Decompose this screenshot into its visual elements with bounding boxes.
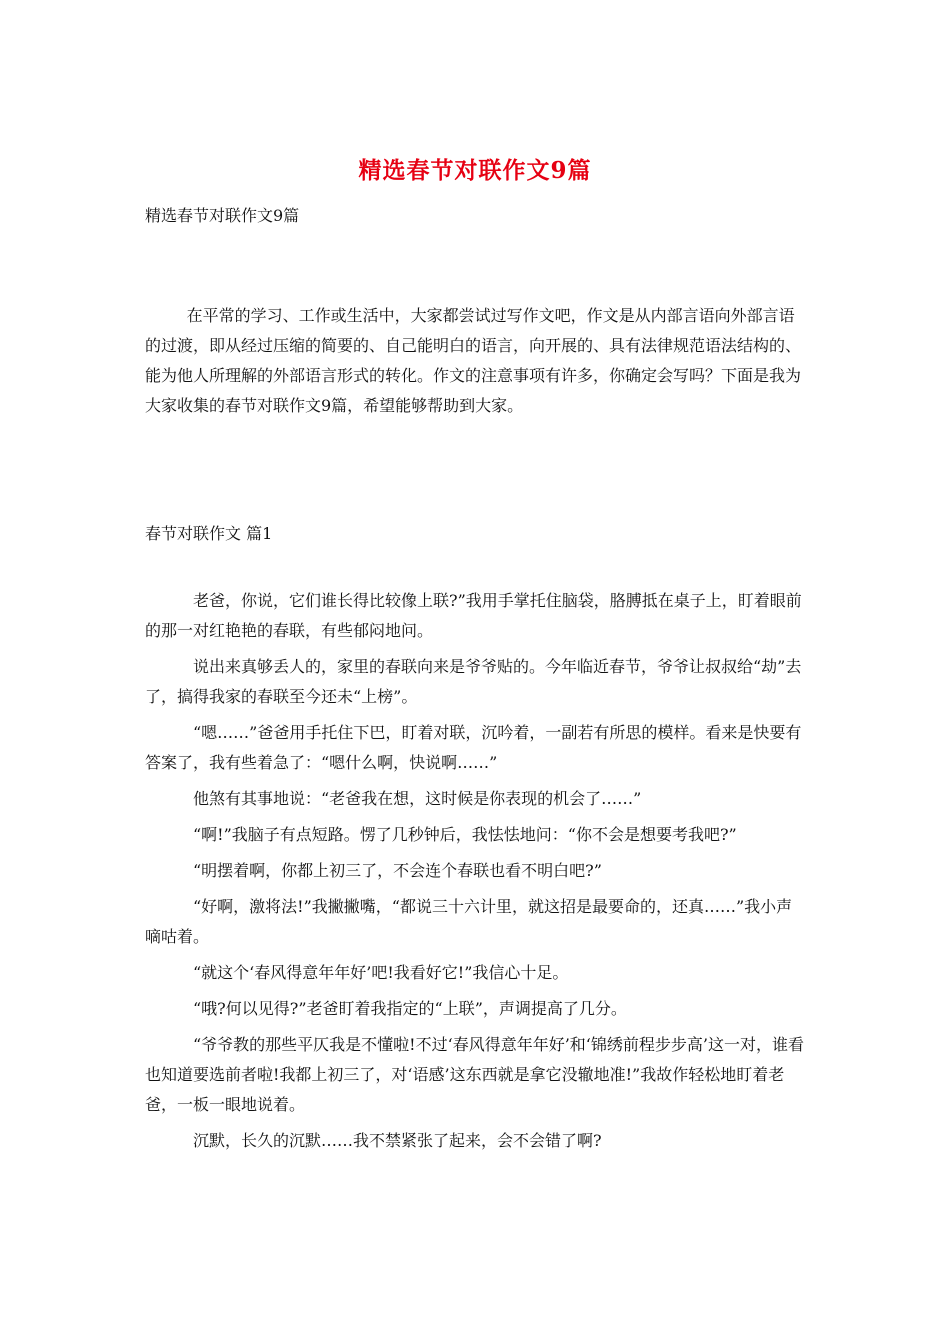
story-paragraph: 老爸，你说，它们谁长得比较像上联?”我用手掌托住脑袋，胳膊抵在桌子上，盯着眼前的那一对红艳艳的春联，有些郁闷地问。 (145, 591, 802, 640)
story-paragraph: “爷爷教的那些平仄我是不懂啦!不过‘春风得意年年好’和‘锦绣前程步步高’这一对，谁看也知道要选前者啦!我都上初三了，对‘语感’这东西就是拿它没辙地准!”我故作轻松地盯着老爸，一板一眼地说着。 (145, 1035, 804, 1114)
story-paragraph: “嗯……”爸爸用手托住下巴，盯着对联，沉吟着，一副若有所思的模样。看来是快要有答案了，我有些着急了：“嗯什么啊，快说啊……” (145, 723, 802, 772)
document-subtitle: 精选春节对联作文9篇 (145, 206, 300, 225)
section-heading: 春节对联作文 篇1 (145, 524, 273, 543)
story-paragraph: 他煞有其事地说：“老爸我在想，这时候是你表现的机会了……” (193, 789, 642, 808)
document-title: 精选春节对联作文9篇 (358, 157, 592, 184)
story-paragraph: “啊!”我脑子有点短路。愣了几秒钟后，我怯怯地问：“你不会是想要考我吧?” (193, 825, 737, 844)
story-paragraph: 说出来真够丢人的，家里的春联向来是爷爷贴的。今年临近春节，爷爷让叔叔给“劫”去了，搞得我家的春联至今还未“上榜”。 (145, 657, 802, 706)
story-paragraph: 沉默，长久的沉默……我不禁紧张了起来，会不会错了啊? (193, 1131, 602, 1150)
intro-paragraph: 在平常的学习、工作或生活中，大家都尝试过写作文吧，作文是从内部言语向外部言语的过渡，即从经过压缩的简要的、自己能明白的语言，向开展的、具有法律规范语法结构的、能为他人所理解的外部语言形式的转化。作文的注意事项有许多，你确定会写吗？下面是我为大家收集的春节对联作文9篇，希望能够帮助到大家。 (145, 306, 802, 415)
story-paragraph: “明摆着啊，你都上初三了，不会连个春联也看不明白吧?” (193, 861, 602, 880)
intro-block (145, 301, 805, 421)
story-paragraph: “哦?何以见得?”老爸盯着我指定的“上联”，声调提高了几分。 (193, 999, 627, 1018)
story-paragraph: “好啊，激将法!”我撇撇嘴，“都说三十六计里，就这招是最要命的，还真……”我小声嘀咕着。 (145, 897, 793, 946)
story-paragraph: “就这个‘春风得意年年好’吧!我看好它!”我信心十足。 (193, 963, 569, 982)
story-body (145, 586, 805, 1156)
